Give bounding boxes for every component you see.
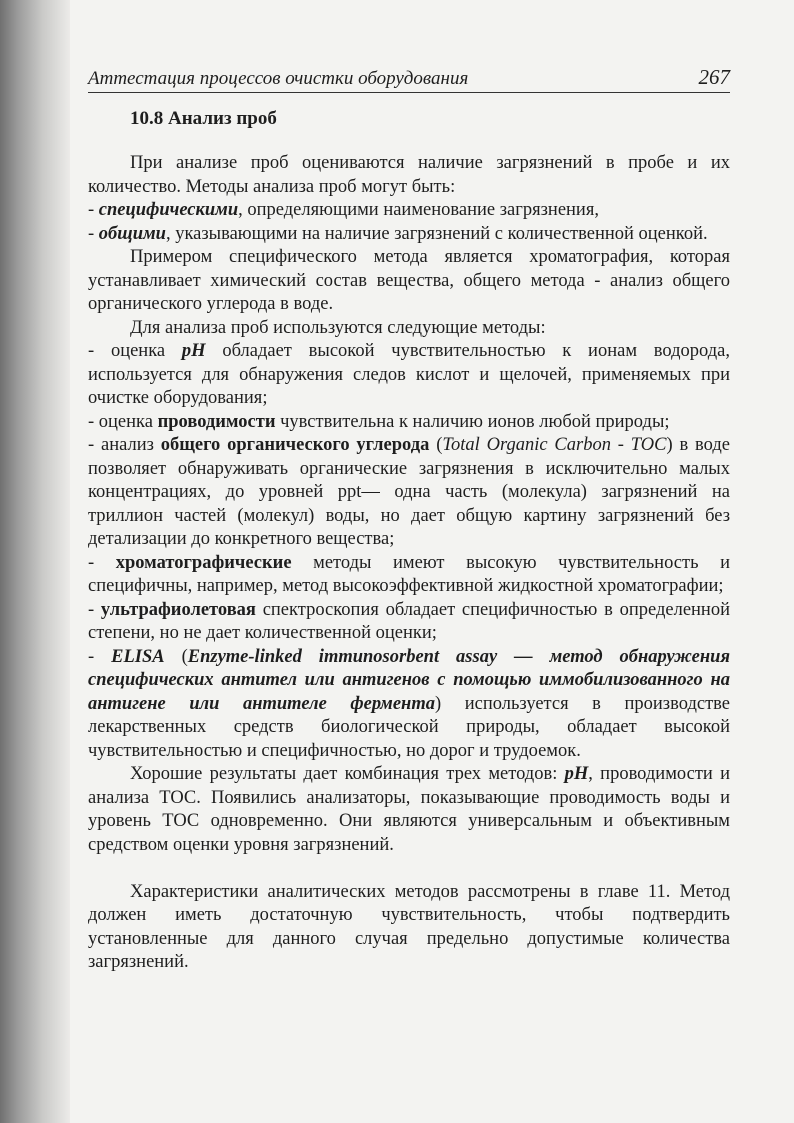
- term-toc: общего органического углерода: [160, 435, 430, 455]
- term-ph-2: pH: [564, 764, 589, 784]
- page-number: 267: [698, 65, 730, 89]
- term-conductivity: проводимости: [157, 411, 276, 432]
- paragraph-methods-intro: Для анализа проб используются следующие методы:: [130, 317, 546, 338]
- list-item-general: - общими, указывающими на наличие загрязнений с количественной оценкой.: [88, 223, 708, 244]
- list-item-conductivity: - оценка проводимости чувствительна к наличию ионов любой природы;: [88, 411, 670, 432]
- term-general: общими: [98, 223, 166, 244]
- paragraph-combination: Хорошие результаты дает комбинация трех методов: pH, проводимости и анализа ТОС. Появились анализаторы, показывающие проводимость воды и уровень ТОС одновременно. Они являются универсальным и объективным средством оценки уровня загрязнений.: [88, 764, 730, 855]
- list-item-uv: - ультрафиолетовая спектроскопия обладает специфичностью в определенной степени, но не дает количественной оценки;: [88, 599, 730, 643]
- term-elisa: ELISA: [111, 646, 165, 667]
- paragraph-example: Примером специфического метода является хроматография, которая устанавливает химический состав вещества, общего метода - анализ общего органического углерода в воде.: [88, 247, 730, 314]
- paragraph-characteristics: Характеристики аналитических методов рассмотрены в главе 11. Метод должен иметь достаточную чувствительность, чтобы подтвердить установленные для данного случая предельно допустимые количества загрязнений.: [88, 881, 730, 972]
- term-chromatography: хроматографические: [115, 552, 292, 573]
- term-ph: pH: [181, 341, 206, 361]
- term-elisa-english: Enzyme-linked immunosorbent assay — метод обнаружения специфических антител или антигенов с помощью иммобилизованного на антигене или антителе фермента: [88, 646, 730, 714]
- list-item-elisa: - ELISA (Enzyme-linked immunosorbent assay — метод обнаружения специфических антител или антигенов с помощью иммобилизованного на антигене или антителе фермента) используется в производстве лекарственных средств биологической природы, обладает высокой чувствительностью и специфичностью, но дорог и трудоемок.: [88, 646, 730, 761]
- term-uv: ультрафиолетовая: [100, 599, 256, 620]
- body-text: [88, 152, 730, 975]
- term-toc-english: Total Organic Carbon - TOC: [442, 435, 667, 455]
- list-item-chromatography: - хроматографические методы имеют высокую чувствительность и специфичны, например, метод высокоэффективной жидкостной хроматографии;: [88, 552, 730, 596]
- running-title: Аттестация процессов очистки оборудования: [88, 68, 469, 89]
- list-item-toc: - анализ общего органического углерода (Total Organic Carbon - TOC) в воде позволяет обнаруживать органические загрязнения в исключительно малых концентрациях, до уровней ppt— одна часть (молекула) загрязнений на триллион частей (молекул) воды, но дает общую картину загрязнений без детализации до конкретного вещества;: [88, 435, 730, 549]
- list-item-specific: - специфическими, определяющими наименование загрязнения,: [88, 200, 599, 220]
- paragraph-intro: При анализе проб оцениваются наличие загрязнений в пробе и их количество. Методы анализа проб могут быть:: [88, 153, 730, 197]
- running-header: [88, 58, 730, 93]
- term-specific: специфическими: [98, 200, 239, 220]
- section-title: 10.8 Анализ проб: [130, 108, 277, 129]
- list-item-ph: - оценка pH обладает высокой чувствительностью к ионам водорода, используется для обнаружения следов кислот и щелочей, применяемых при очистке оборудования;: [88, 341, 731, 408]
- page-gutter-shadow: [0, 0, 70, 1123]
